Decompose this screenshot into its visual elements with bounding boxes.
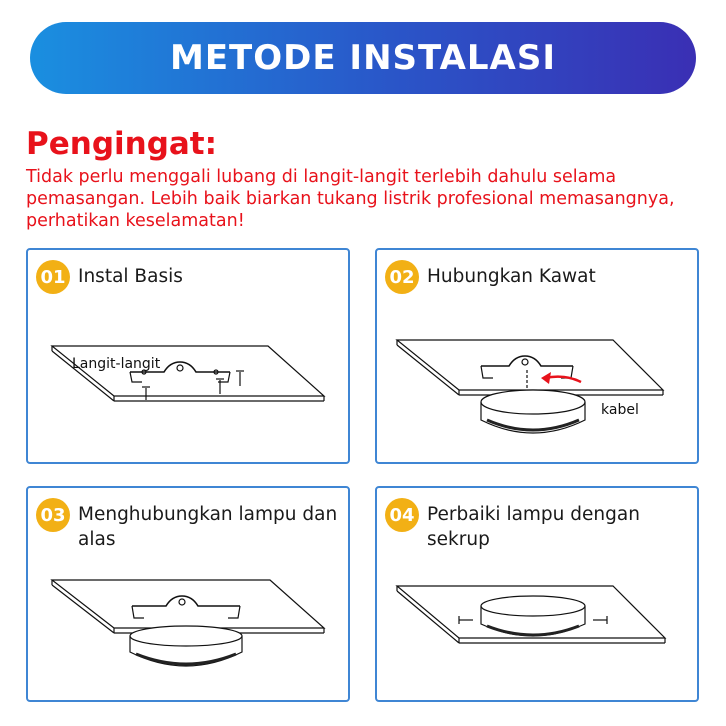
install-base-illustration (28, 250, 348, 462)
ceiling-label: Langit-langit (72, 356, 161, 372)
connect-wire-illustration (377, 250, 697, 462)
step-title: Hubungkan Kawat (427, 266, 596, 287)
step-number-badge: 01 (36, 260, 70, 294)
step-number-badge: 03 (36, 498, 70, 532)
step-card-1 (26, 248, 350, 464)
reminder-text: Tidak perlu menggali lubang di langit-langit terlebih dahulu selama pemasangan. Lebih baik biarkan tukang listrik profesional memasangnya, perhatikan keselamatan! (26, 167, 675, 231)
step-number-badge: 04 (385, 498, 419, 532)
step-card-3 (26, 486, 350, 702)
fix-lamp-screws-illustration (377, 488, 697, 700)
connect-lamp-base-illustration (28, 488, 348, 700)
step-card-4 (375, 486, 699, 702)
banner-title: METODE INSTALASI (169, 38, 556, 78)
step-card-2 (375, 248, 699, 464)
step-title: Instal Basis (78, 266, 183, 287)
reminder-heading: Pengingat: (26, 126, 218, 162)
step-title: Menghubungkan lampu dan alas (78, 504, 338, 550)
title-banner (30, 22, 696, 94)
step-number-badge: 02 (385, 260, 419, 294)
cable-label: kabel (601, 402, 639, 418)
step-title: Perbaiki lampu dengan sekrup (427, 504, 640, 550)
